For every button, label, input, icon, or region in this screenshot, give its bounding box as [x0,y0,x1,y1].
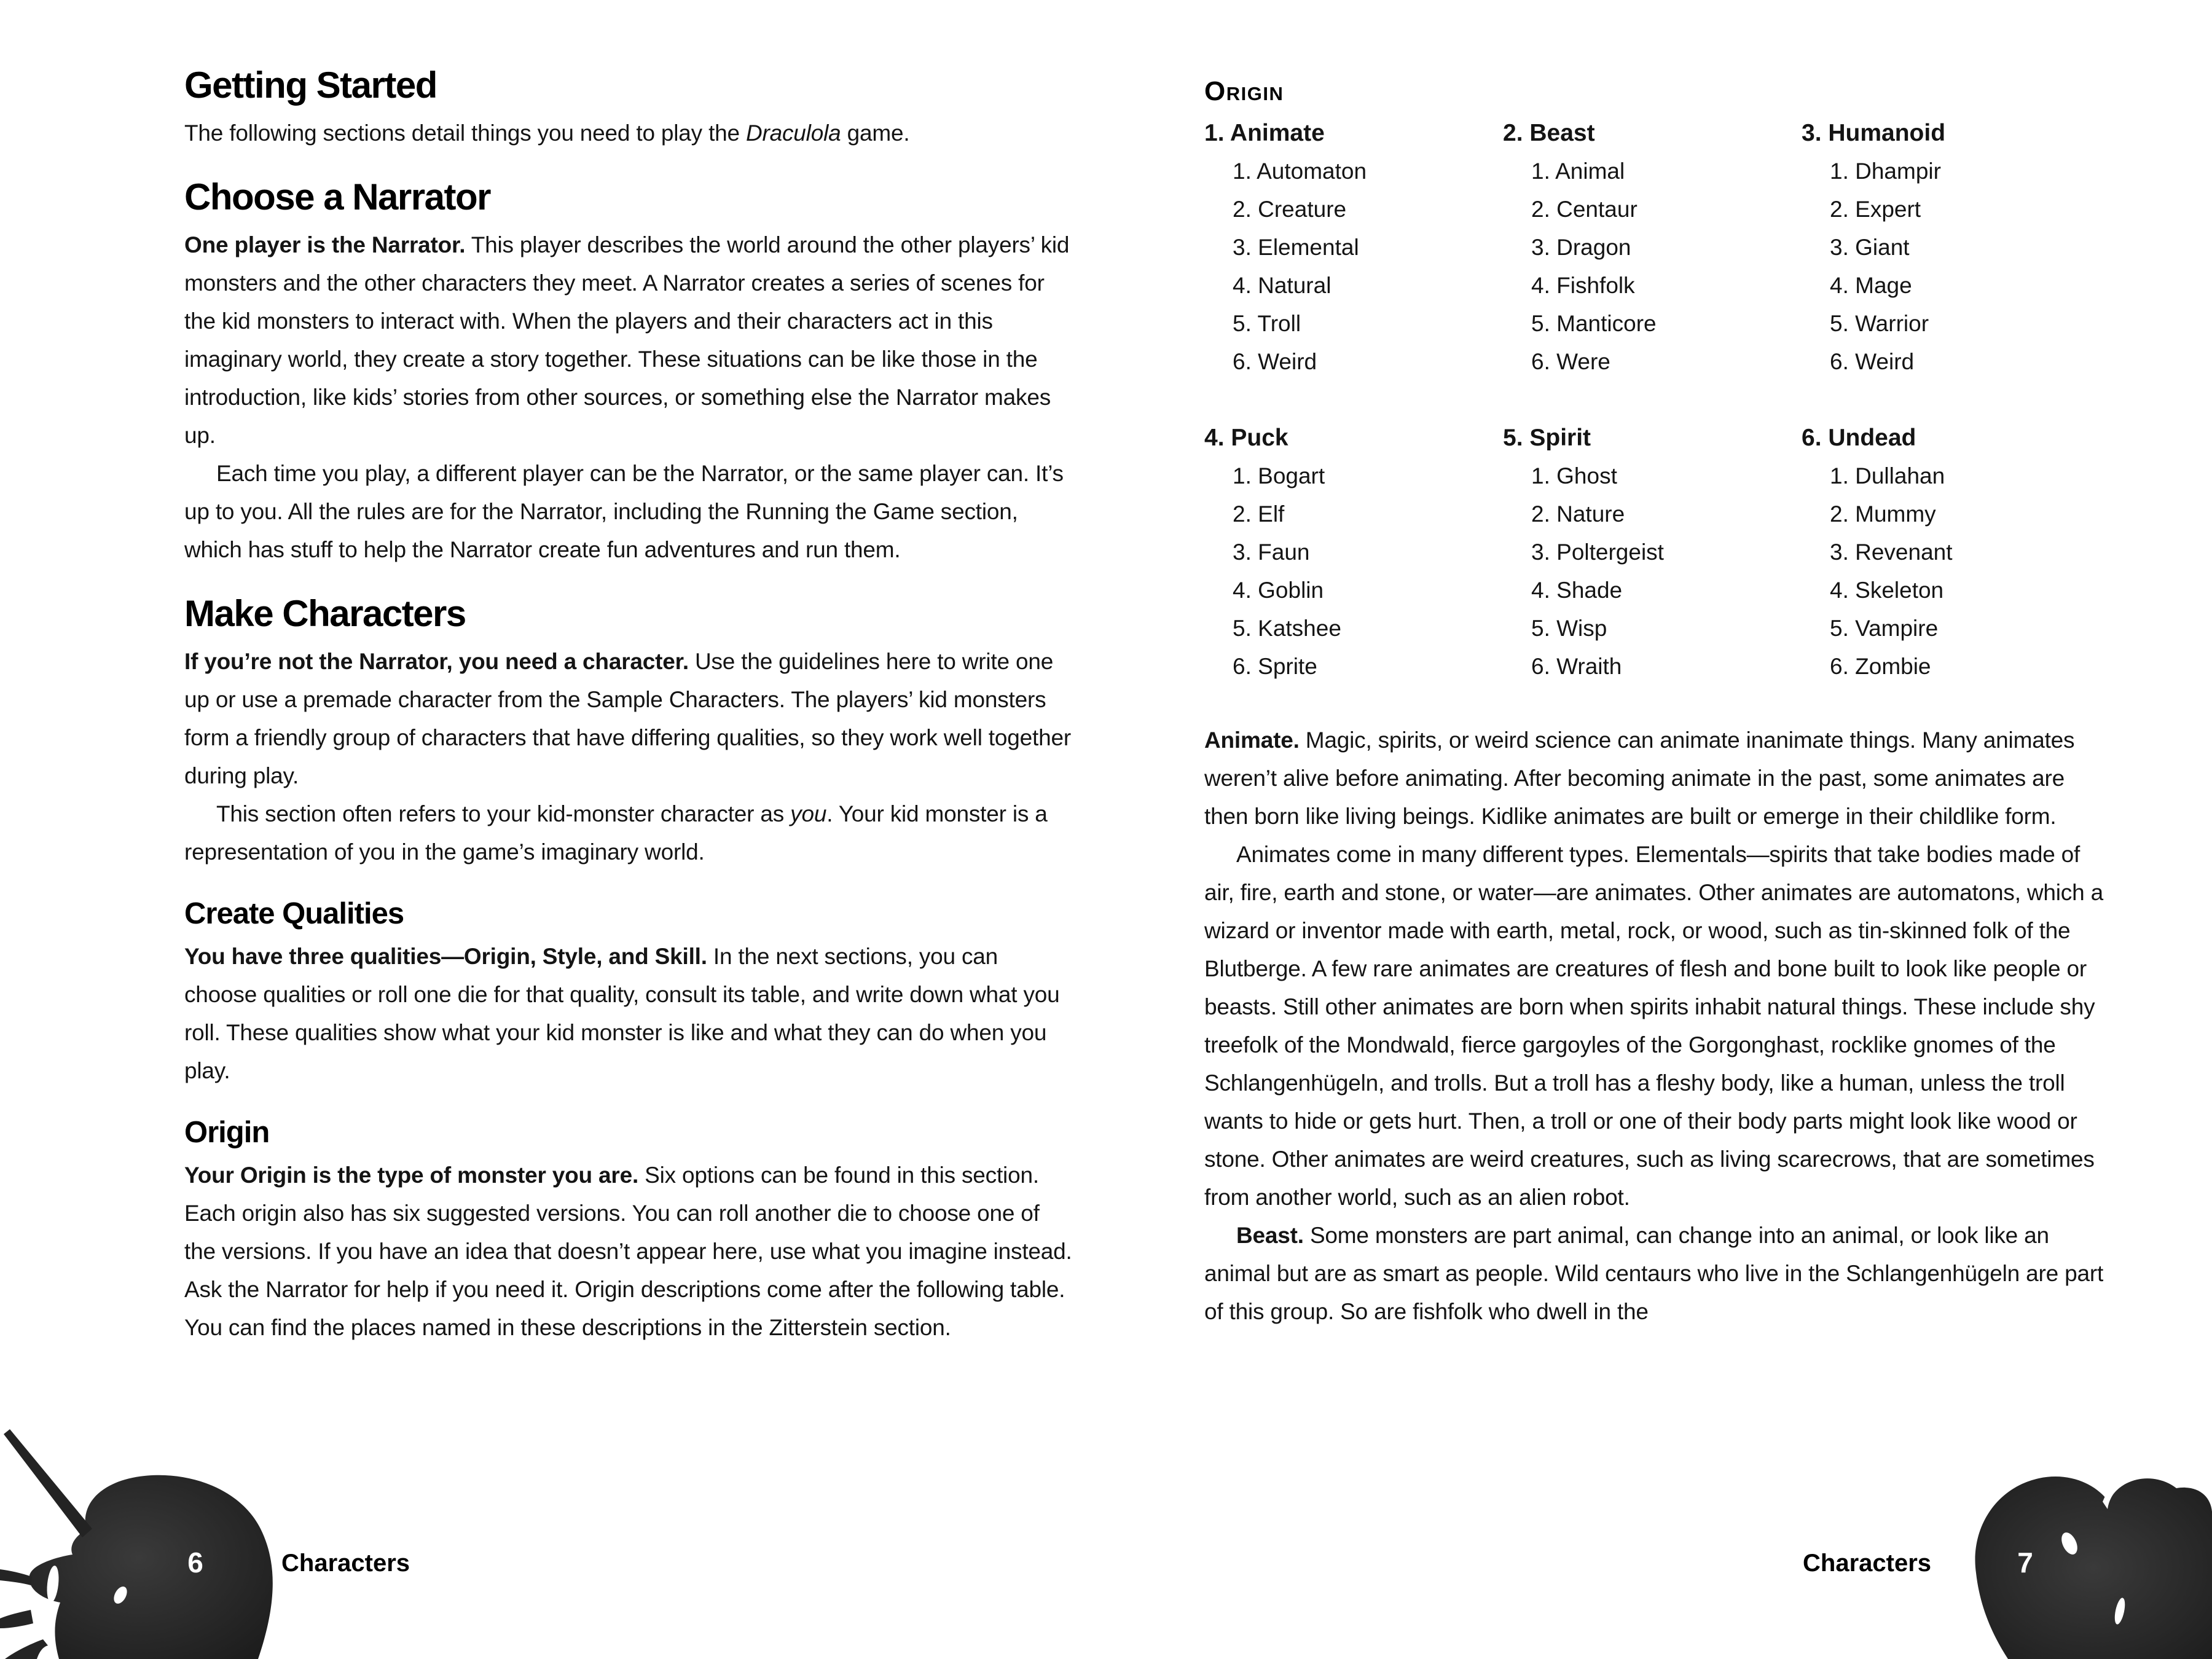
origin-item: 4. Fishfolk [1531,273,1635,298]
text-run: Six options can be found in this section. Each origin also has six suggested versions. You can roll another die to choose one of the versions. If you have an idea that doesn’t appear here, use what you imagine instead. Ask the Narrator for help if you need it. Origin descriptions come after the following table. You can find the places named in these descriptions in the Zitterstein section. [184,1163,1072,1340]
text-run: Animates come in many different types. Elementals—spirits that take bodies made of air, fire, earth and stone, or water—are animates. Other animates are automatons, which a wizard or inventor made with earth, metal, rock, or wood, such as tin-skinned folk of the Blutberge. A few rare animates are creatures of flesh and bone built to look like people or beasts. Still other animates are born when spirits inhabit natural things. These include shy treefolk of the Mondwald, fierce gargoyles of the Gorgonghast, rocklike gnomes of the Schlangenhügeln, and trolls. But a troll has a fleshy body, like a human, unless the troll wants to hide or gets hurt. Then, a troll or one of their body parts might look like wood or stone. Other animates are weird creatures, such as living scarecrows, that are sometimes from another world, such as an alien robot. [1204,842,2103,1210]
origin-table [1204,114,2109,686]
text-run: Each time you play, a different player can be the Narrator, or the same player can. It’s up to you. All the rules are for the Narrator, including the Running the Game section, which has stuff to help the Narrator create fun adventures and run them. [184,461,1064,562]
heading-getting-started: Getting Started [184,65,437,106]
origin-item: 1. Ghost [1531,463,1617,488]
origin-item: 1. Animal [1531,159,1625,184]
paragraph-qualities-1 [184,938,1074,1090]
origin-group-animate [1204,114,1503,381]
text-run: This section often refers to your kid-monster character as [216,801,791,826]
heading-origin: Origin [184,1116,270,1149]
text-run: Animate. [1204,728,1300,753]
left-text-column [184,65,1074,1347]
ink-blot-right [1936,1450,2212,1659]
origin-item: 2. Centaur [1531,197,1637,222]
paragraph-beast-1 [1204,1217,2109,1331]
origin-item: 1. Bogart [1233,463,1325,488]
origin-group-header: 4. Puck [1204,425,1288,451]
origin-item: 3. Faun [1233,539,1310,565]
origin-group-beast [1503,114,1802,381]
origin-item: 2. Elf [1233,501,1285,527]
running-footer-left: Characters [281,1550,410,1577]
origin-group-spirit [1503,419,1802,686]
origin-item: 6. Weird [1233,349,1317,374]
origin-item: 6. Were [1531,349,1610,374]
heading-make-characters: Make Characters [184,593,466,634]
paragraph-narrator-2 [184,455,1074,569]
origin-item: 5. Wisp [1531,616,1607,641]
origin-table-row-2 [1204,419,2109,686]
text-run: you [790,801,827,826]
origin-group-puck [1204,419,1503,686]
origin-item: 5. Katshee [1233,616,1341,641]
origin-item: 6. Weird [1830,349,1915,374]
ink-blot-left [0,1426,344,1659]
origin-group-items [1204,457,1503,686]
origin-item: 3. Revenant [1830,539,1953,565]
text-run: game. [841,120,910,146]
text-run: If you’re not the Narrator, you need a character. [184,649,689,674]
origin-item: 3. Giant [1830,235,1910,260]
origin-item: 6. Wraith [1531,654,1622,679]
origin-item: 6. Sprite [1233,654,1317,679]
paragraph-origin-1 [184,1156,1074,1347]
heading-create-qualities: Create Qualities [184,897,404,930]
origin-item: 3. Poltergeist [1531,539,1664,565]
origin-item: 2. Mummy [1830,501,1936,527]
origin-item: 1. Dhampir [1830,159,1941,184]
origin-item: 2. Expert [1830,197,1921,222]
origin-item: 4. Goblin [1233,578,1324,603]
origin-group-items [1204,152,1503,381]
origin-group-items [1802,152,1945,381]
text-run: The following sections detail things you need to play the [184,120,746,146]
text-run: Magic, spirits, or weird science can animate inanimate things. Many animates weren’t alive before animating. After becoming animate in the past, some animates are then born like living beings. Kidlike animates are built or emerge in their childlike form. [1204,728,2075,829]
page-number-left: 6 [187,1547,203,1579]
origin-group-header: 1. Animate [1204,120,1325,146]
origin-group-items [1802,457,1953,686]
origin-item: 3. Dragon [1531,235,1631,260]
right-text-column [1204,75,2109,1331]
origin-item: 5. Troll [1233,311,1301,336]
origin-group-header: 5. Spirit [1503,425,1591,451]
origin-item: 2. Creature [1233,197,1347,222]
origin-item: 3. Elemental [1233,235,1359,260]
origin-item: 5. Vampire [1830,616,1939,641]
heading-choose-a-narrator: Choose a Narrator [184,176,490,218]
origin-group-items [1503,457,1802,686]
origin-item: 1. Automaton [1233,159,1367,184]
paragraph-intro [184,114,1074,152]
paragraph-animate-2 [1204,836,2109,1217]
origin-group-items [1503,152,1802,381]
text-run: One player is the Narrator. [184,232,466,257]
origin-item: 5. Warrior [1830,311,1929,336]
page-number-right: 7 [2017,1547,2033,1579]
origin-item: 6. Zombie [1830,654,1931,679]
origin-group-undead [1802,419,1953,686]
paragraph-animate-1 [1204,721,2109,836]
paragraph-narrator-1 [184,226,1074,455]
text-run: . Your kid monster is a representation of you in the game’s imaginary world. [184,801,1048,865]
text-run: Beast. [1236,1223,1304,1248]
origin-item: 5. Manticore [1531,311,1657,336]
text-run: Your Origin is the type of monster you are. [184,1163,639,1188]
paragraph-characters-2 [184,795,1074,871]
text-run: In the next sections, you can choose qualities or roll one die for that quality, consult its table, and write down what you roll. These qualities show what your kid monster is like and what they can do when you play. [184,944,1060,1083]
origin-item: 4. Natural [1233,273,1332,298]
text-run: Use the guidelines here to write one up or use a premade character from the Sample Characters. The players’ kid monsters form a friendly group of characters that have differing qualities, so they work well together during play. [184,649,1071,788]
paragraph-characters-1 [184,643,1074,795]
origin-group-header: 3. Humanoid [1802,120,1946,146]
origin-group-humanoid [1802,114,1945,381]
origin-group-header: 6. Undead [1802,425,1916,451]
origin-item: 1. Dullahan [1830,463,1945,488]
origin-item: 2. Nature [1531,501,1625,527]
text-run: Some monsters are part animal, can change into an animal, or look like an animal but are as smart as people. Wild centaurs who live in the Schlangenhügeln are part of this group. So are fishfolk who dwell in the [1204,1223,2104,1324]
origin-group-header: 2. Beast [1503,120,1595,146]
origin-item: 4. Mage [1830,273,1912,298]
text-run: This player describes the world around the other players’ kid monsters and the other characters they meet. A Narrator creates a series of scenes for the kid monsters to interact with. When the players and their characters act in this imaginary world, they create a story together. These situations can be like those in the introduction, like kids’ stories from other sources, or something else the Narrator makes up. [184,232,1070,448]
text-run: You have three qualities—Origin, Style, and Skill. [184,944,707,969]
origin-table-title: Origin [1204,76,1284,106]
text-run: Draculola [745,120,841,146]
running-footer-right: Characters [1803,1550,1932,1577]
origin-table-row-1 [1204,114,2109,381]
origin-item: 4. Skeleton [1830,578,1944,603]
origin-item: 4. Shade [1531,578,1623,603]
